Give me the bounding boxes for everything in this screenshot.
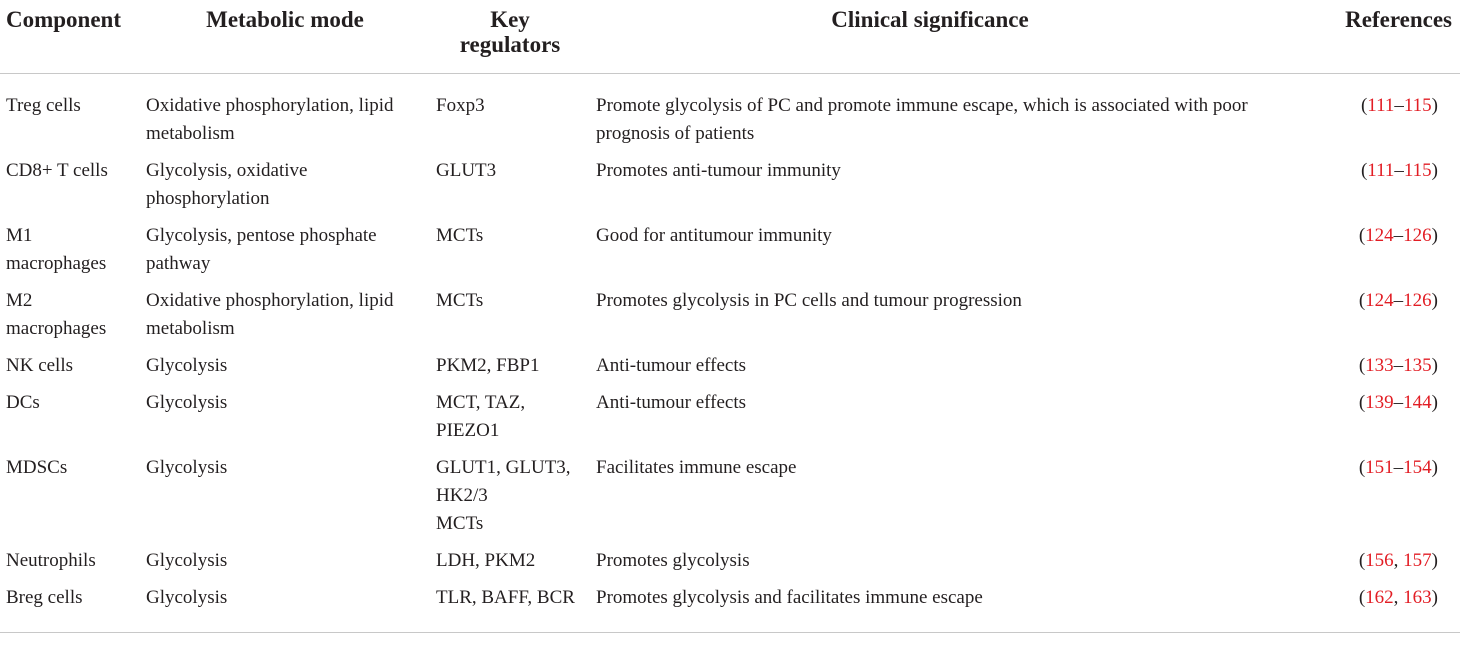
cell-component: Treg cells xyxy=(6,95,81,116)
ref-link-end[interactable]: 154 xyxy=(1403,457,1432,478)
table-row xyxy=(0,222,1460,287)
regulators-text-extra: MCTs xyxy=(436,513,484,534)
ref-separator: – xyxy=(1393,355,1404,376)
ref-close: ) xyxy=(1431,95,1438,116)
ref-link-start[interactable]: 111 xyxy=(1367,95,1395,116)
regulators-text: LDH, PKM2 xyxy=(436,550,536,571)
ref-open: ( xyxy=(1360,95,1368,116)
cell-component: NK cells xyxy=(6,355,74,376)
regulators-text: GLUT3 xyxy=(436,160,497,181)
cell-clinical-significance: Promotes glycolysis xyxy=(596,550,750,571)
ref-open: ( xyxy=(1358,355,1366,376)
table-row xyxy=(0,74,1460,158)
cell-metabolic-mode: Glycolysis xyxy=(146,457,228,478)
cell-component: M1 macrophages xyxy=(6,225,107,274)
cell-metabolic-mode: Glycolysis, oxidative phosphorylation xyxy=(146,160,308,209)
ref-link-start[interactable]: 111 xyxy=(1367,160,1395,181)
header-key-regulators: Key regulators xyxy=(459,7,561,57)
ref-link-end[interactable]: 135 xyxy=(1403,355,1432,376)
ref-close: ) xyxy=(1431,587,1438,608)
ref-link-end[interactable]: 115 xyxy=(1403,95,1432,116)
cell-key-regulators xyxy=(430,287,590,352)
cell-metabolic-mode: Glycolysis, pentose phosphate pathway xyxy=(146,225,377,274)
cell-clinical-significance: Facilitates immune escape xyxy=(596,457,797,478)
header-component: Component xyxy=(6,7,122,32)
cell-clinical-significance: Promote glycolysis of PC and promote immune escape, which is associated with poor prognosis of patients xyxy=(596,95,1248,144)
ref-close: ) xyxy=(1431,392,1438,413)
cell-metabolic-mode: Glycolysis xyxy=(146,587,228,608)
cell-component: M2 macrophages xyxy=(6,290,107,339)
ref-open: ( xyxy=(1358,457,1366,478)
cell-metabolic-mode: Glycolysis xyxy=(146,355,228,376)
ref-open: ( xyxy=(1358,392,1366,413)
cell-references xyxy=(1270,287,1460,352)
regulators-text: MCTs xyxy=(436,225,484,246)
cell-references xyxy=(1270,547,1460,584)
cell-metabolic-mode: Glycolysis xyxy=(146,392,228,413)
ref-separator: – xyxy=(1393,457,1404,478)
table-row xyxy=(0,157,1460,222)
ref-link-end[interactable]: 163 xyxy=(1403,587,1432,608)
cell-key-regulators xyxy=(430,389,590,454)
cell-clinical-significance: Promotes glycolysis in PC cells and tumour progression xyxy=(596,290,1022,311)
ref-open: ( xyxy=(1358,587,1366,608)
ref-link-end[interactable]: 157 xyxy=(1403,550,1432,571)
header-metabolic-mode: Metabolic mode xyxy=(206,7,364,32)
cell-references xyxy=(1270,454,1460,547)
ref-separator: – xyxy=(1393,392,1404,413)
ref-open: ( xyxy=(1358,550,1366,571)
regulators-text: PKM2, FBP1 xyxy=(436,355,540,376)
cell-metabolic-mode: Oxidative phosphorylation, lipid metabolism xyxy=(146,290,394,339)
ref-link-start[interactable]: 151 xyxy=(1365,457,1394,478)
ref-separator: , xyxy=(1393,550,1404,571)
header-clinical-significance: Clinical significance xyxy=(831,7,1029,32)
cell-metabolic-mode: Glycolysis xyxy=(146,550,228,571)
cell-key-regulators xyxy=(430,584,590,633)
table-row xyxy=(0,287,1460,352)
header-row xyxy=(0,0,1460,74)
ref-link-start[interactable]: 162 xyxy=(1365,587,1394,608)
ref-link-start[interactable]: 156 xyxy=(1365,550,1394,571)
ref-link-start[interactable]: 124 xyxy=(1365,290,1394,311)
ref-link-end[interactable]: 126 xyxy=(1403,225,1432,246)
regulators-text: MCTs xyxy=(436,290,484,311)
cell-references xyxy=(1270,584,1460,633)
cell-key-regulators xyxy=(430,157,590,222)
ref-link-start[interactable]: 139 xyxy=(1365,392,1394,413)
ref-separator: – xyxy=(1394,95,1404,116)
cell-references xyxy=(1270,389,1460,454)
regulators-text: MCT, TAZ, PIEZO1 xyxy=(436,392,526,441)
ref-link-start[interactable]: 124 xyxy=(1365,225,1394,246)
cell-component: Breg cells xyxy=(6,587,83,608)
cell-key-regulators xyxy=(430,74,590,158)
regulators-text: Foxp3 xyxy=(436,95,485,116)
table-row xyxy=(0,389,1460,454)
cell-clinical-significance: Anti-tumour effects xyxy=(596,355,747,376)
ref-close: ) xyxy=(1431,225,1438,246)
cell-clinical-significance: Good for antitumour immunity xyxy=(596,225,832,246)
ref-link-start[interactable]: 133 xyxy=(1365,355,1394,376)
cell-metabolic-mode: Oxidative phosphorylation, lipid metabolism xyxy=(146,95,394,144)
table-row xyxy=(0,547,1460,584)
ref-open: ( xyxy=(1358,290,1366,311)
regulators-text: TLR, BAFF, BCR xyxy=(436,587,575,608)
ref-link-end[interactable]: 144 xyxy=(1403,392,1432,413)
cell-references xyxy=(1270,352,1460,389)
cell-key-regulators xyxy=(430,547,590,584)
cell-references xyxy=(1270,74,1460,158)
ref-close: ) xyxy=(1431,160,1438,181)
cell-clinical-significance: Promotes anti-tumour immunity xyxy=(596,160,841,181)
cell-key-regulators xyxy=(430,454,590,547)
ref-open: ( xyxy=(1358,225,1366,246)
ref-close: ) xyxy=(1431,290,1438,311)
table-row xyxy=(0,584,1460,633)
ref-close: ) xyxy=(1431,457,1438,478)
cell-component: CD8+ T cells xyxy=(6,160,108,181)
cell-component: Neutrophils xyxy=(6,550,96,571)
cell-component: MDSCs xyxy=(6,457,68,478)
table-body xyxy=(0,74,1460,633)
ref-open: ( xyxy=(1360,160,1368,181)
ref-separator: – xyxy=(1393,290,1404,311)
ref-separator: – xyxy=(1393,225,1404,246)
header-references: References xyxy=(1345,7,1452,32)
cell-clinical-significance: Promotes glycolysis and facilitates immune escape xyxy=(596,587,983,608)
ref-close: ) xyxy=(1431,355,1438,376)
ref-link-end[interactable]: 126 xyxy=(1403,290,1432,311)
ref-separator: , xyxy=(1393,587,1404,608)
table-row xyxy=(0,454,1460,547)
cell-references xyxy=(1270,157,1460,222)
cell-references xyxy=(1270,222,1460,287)
table-header xyxy=(0,0,1460,74)
cell-clinical-significance: Anti-tumour effects xyxy=(596,392,747,413)
ref-close: ) xyxy=(1431,550,1438,571)
regulators-text: GLUT1, GLUT3, HK2/3 xyxy=(436,457,571,506)
ref-link-end[interactable]: 115 xyxy=(1403,160,1432,181)
table-row xyxy=(0,352,1460,389)
ref-separator: – xyxy=(1394,160,1404,181)
cell-key-regulators xyxy=(430,222,590,287)
cell-component: DCs xyxy=(6,392,40,413)
cell-key-regulators xyxy=(430,352,590,389)
